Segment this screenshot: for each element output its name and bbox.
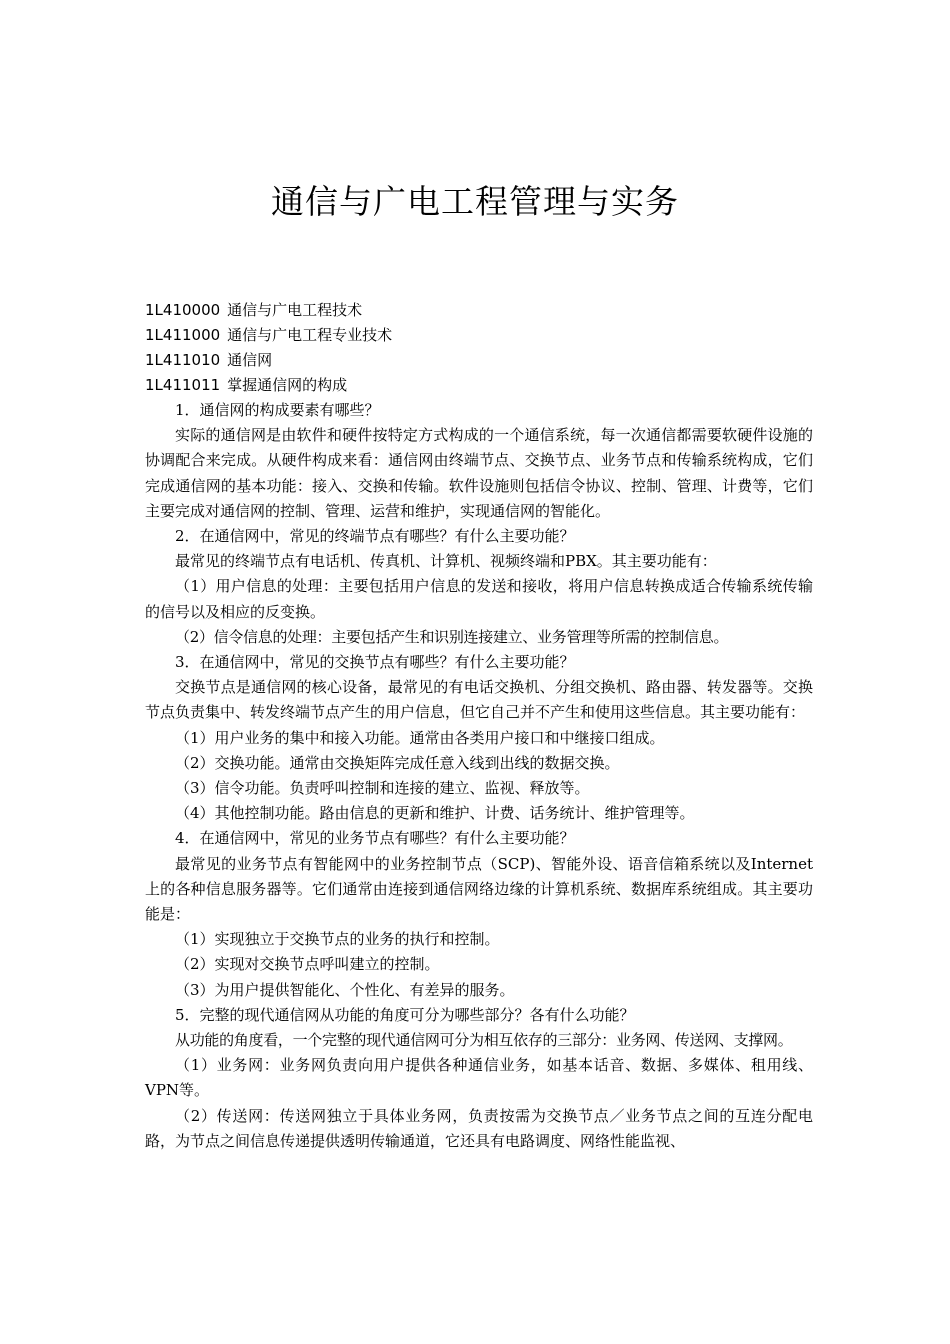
- answer-paragraph: 最常见的终端节点有电话机、传真机、计算机、视频终端和PBX。其主要功能有：: [175, 552, 717, 571]
- section-code: 1L411010: [145, 351, 221, 369]
- section-heading-text: 通信与广电工程专业技术: [227, 326, 393, 344]
- question-2: 2．在通信网中，常见的终端节点有哪些？有什么主要功能？: [175, 527, 575, 546]
- list-item: （1）用户业务的集中和接入功能。通常由各类用户接口和中继接口组成。: [175, 728, 665, 747]
- question-5: 5．完整的现代通信网从功能的角度可分为哪些部分？各有什么功能？: [175, 1005, 635, 1024]
- list-item: （2）传送网：传送网独立于具体业务网，负责按需为交换节点／业务节点之间的互连分配电路，为节点之间信息传递提供透明传输通道，它还具有电路调度、网络性能监视、: [145, 1106, 813, 1150]
- section-heading-text: 通信网: [227, 351, 273, 369]
- list-item: （1）用户信息的处理：主要包括用户信息的发送和接收，将用户信息转换成适合传输系统传输的信号以及相应的反变换。: [145, 577, 813, 621]
- document-body: [145, 398, 813, 1154]
- list-item: （3）为用户提供智能化、个性化、有差异的服务。: [175, 980, 515, 999]
- section-code: 1L410000: [145, 301, 221, 319]
- answer-paragraph: 从功能的角度看，一个完整的现代通信网可分为相互依存的三部分：业务网、传送网、支撑网。: [175, 1031, 793, 1050]
- section-heading: [145, 373, 825, 398]
- question-1: 1．通信网的构成要素有哪些？: [175, 401, 380, 419]
- list-item: （3）信令功能。负责呼叫控制和连接的建立、监视、释放等。: [175, 779, 590, 798]
- answer-paragraph: 交换节点是通信网的核心设备，最常见的有电话交换机、分组交换机、路由器、转发器等。交换节点负责集中、转发终端节点产生的用户信息，但它自己并不产生和使用这些信息。其主要功能有：: [145, 678, 813, 722]
- section-code: 1L411011: [145, 376, 221, 394]
- section-heading: [145, 323, 825, 348]
- section-heading: [145, 348, 825, 373]
- list-item: （4）其他控制功能。路由信息的更新和维护、计费、话务统计、维护管理等。: [175, 804, 695, 823]
- question-4: 4．在通信网中，常见的业务节点有哪些？有什么主要功能？: [175, 829, 575, 848]
- question-3: 3．在通信网中，常见的交换节点有哪些？有什么主要功能？: [175, 653, 575, 672]
- section-headings: [145, 298, 825, 398]
- list-item: （2）实现对交换节点呼叫建立的控制。: [175, 955, 440, 974]
- section-heading-text: 掌握通信网的构成: [227, 376, 348, 394]
- answer-paragraph: 实际的通信网是由软件和硬件按特定方式构成的一个通信系统，每一次通信都需要软硬件设施的协调配合来完成。从硬件构成来看：通信网由终端节点、交换节点、业务节点和传输系统构成，它们完成通信网的基本功能：接入、交换和传输。软件设施则包括信令协议、控制、管理、计费等，它们主要完成对通信网的控制、管理、运营和维护，实现通信网的智能化。: [145, 426, 813, 520]
- list-item: （2）信令信息的处理：主要包括产生和识别连接建立、业务管理等所需的控制信息。: [175, 627, 729, 646]
- list-item: （2）交换功能。通常由交换矩阵完成任意入线到出线的数据交换。: [175, 753, 620, 772]
- section-heading-text: 通信与广电工程技术: [227, 301, 363, 319]
- section-heading: [145, 298, 825, 323]
- answer-paragraph: 最常见的业务节点有智能网中的业务控制节点（SCP)、智能外设、语音信箱系统以及Internet上的各种信息服务器等。它们通常由连接到通信网络边缘的计算机系统、数据库系统组成。其主要功能是：: [145, 854, 813, 924]
- document-title: 通信与广电工程管理与实务: [271, 182, 679, 221]
- list-item: （1）实现独立于交换节点的业务的执行和控制。: [175, 930, 500, 949]
- section-code: 1L411000: [145, 326, 221, 344]
- list-item: （1）业务网：业务网负责向用户提供各种通信业务，如基本话音、数据、多媒体、租用线、VPN等。: [145, 1056, 813, 1100]
